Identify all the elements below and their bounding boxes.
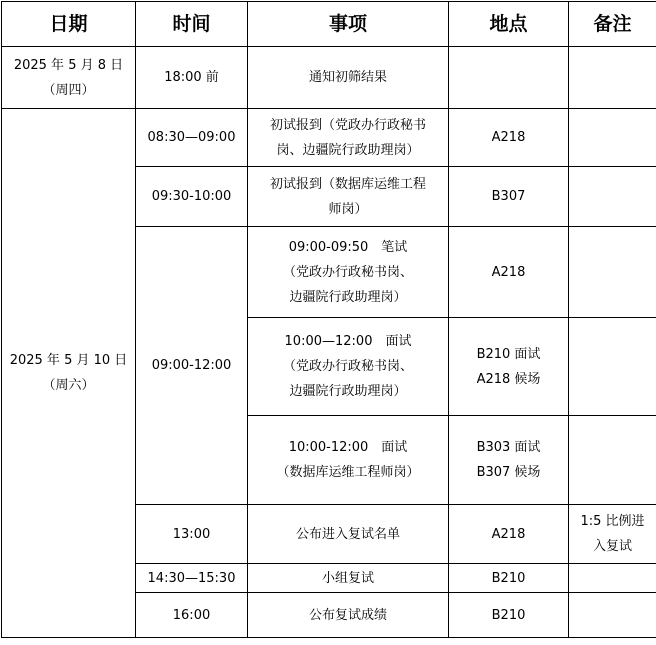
item-text: （数据库运维工程师岗）	[276, 465, 420, 480]
date-cell	[2, 109, 136, 638]
place-text: B307	[491, 189, 526, 204]
date-cell	[2, 47, 136, 109]
item-text: 师岗）	[328, 201, 368, 217]
item-text: 边疆院行政助理岗）	[289, 289, 407, 305]
item-cell	[248, 318, 449, 416]
table-row	[2, 47, 656, 109]
place-text: A218 候场	[476, 371, 541, 387]
place-cell	[449, 167, 569, 227]
note-cell	[569, 416, 656, 505]
note-cell	[569, 505, 656, 564]
note-cell	[569, 318, 656, 416]
time-cell: 14:30—15:30	[136, 564, 248, 593]
weekday-text: （周四）	[42, 82, 95, 98]
header-date: 日期	[2, 2, 136, 47]
time-cell: 09:30-10:00	[136, 167, 248, 227]
time-cell: 09:00-12:00	[136, 227, 248, 505]
item-cell	[248, 505, 449, 564]
time-cell: 16:00	[136, 593, 248, 638]
place-text: B210	[491, 570, 526, 586]
item-text: 10:00-12:00 面试	[288, 440, 408, 455]
header-item: 事项	[248, 2, 449, 47]
place-cell	[449, 564, 569, 593]
place-cell	[449, 109, 569, 167]
item-text: 09:00-09:50 笔试	[288, 239, 408, 255]
place-text: A218	[491, 264, 526, 280]
item-cell	[248, 167, 449, 227]
place-cell	[449, 505, 569, 564]
item-text: 公布复试成绩	[308, 607, 387, 623]
place-cell	[449, 318, 569, 416]
item-text: 边疆院行政助理岗）	[289, 384, 407, 399]
schedule-table	[1, 1, 656, 638]
date-text: 2025 年 5 月 10 日	[9, 353, 128, 368]
place-text: B210	[491, 607, 526, 623]
note-cell	[569, 593, 656, 638]
place-cell	[449, 416, 569, 505]
item-text: 小组复试	[321, 570, 374, 586]
item-text: 公布进入复试名单	[295, 526, 400, 542]
header-time: 时间	[136, 2, 248, 47]
item-text: 岗、边疆院行政助理岗）	[276, 142, 420, 158]
item-text: 初试报到（党政办行政秘书	[269, 117, 426, 133]
weekday-text: （周六）	[42, 378, 95, 393]
place-text: B303 面试	[476, 440, 541, 455]
place-text: B210 面试	[476, 346, 541, 362]
table-row	[2, 109, 656, 167]
time-cell: 08:30—09:00	[136, 109, 248, 167]
place-cell	[449, 47, 569, 109]
item-cell	[248, 227, 449, 318]
place-text: A218	[491, 130, 526, 145]
header-note: 备注	[569, 2, 656, 47]
note-cell	[569, 227, 656, 318]
note-cell	[569, 167, 656, 227]
place-text: B307 候场	[476, 465, 541, 480]
time-cell: 18:00 前	[136, 47, 248, 109]
item-text: （党政办行政秘书岗、	[282, 359, 413, 374]
note-cell	[569, 564, 656, 593]
item-cell	[248, 47, 449, 109]
item-cell	[248, 416, 449, 505]
place-cell	[449, 227, 569, 318]
date-text: 2025 年 5 月 8 日	[13, 57, 124, 73]
header-row	[2, 2, 656, 47]
item-text: 初试报到（数据库运维工程	[269, 176, 426, 192]
item-cell	[248, 593, 449, 638]
place-cell	[449, 593, 569, 638]
item-text: （党政办行政秘书岗、	[282, 264, 413, 280]
note-cell	[569, 47, 656, 109]
note-text: 入复试	[592, 539, 632, 554]
note-cell	[569, 109, 656, 167]
header-place: 地点	[449, 2, 569, 47]
place-text: A218	[491, 526, 526, 542]
item-text: 通知初筛结果	[308, 70, 387, 85]
note-text: 1:5 比例进	[580, 514, 645, 529]
item-cell	[248, 109, 449, 167]
time-cell: 13:00	[136, 505, 248, 564]
item-cell	[248, 564, 449, 593]
item-text: 10:00—12:00 面试	[284, 334, 412, 349]
